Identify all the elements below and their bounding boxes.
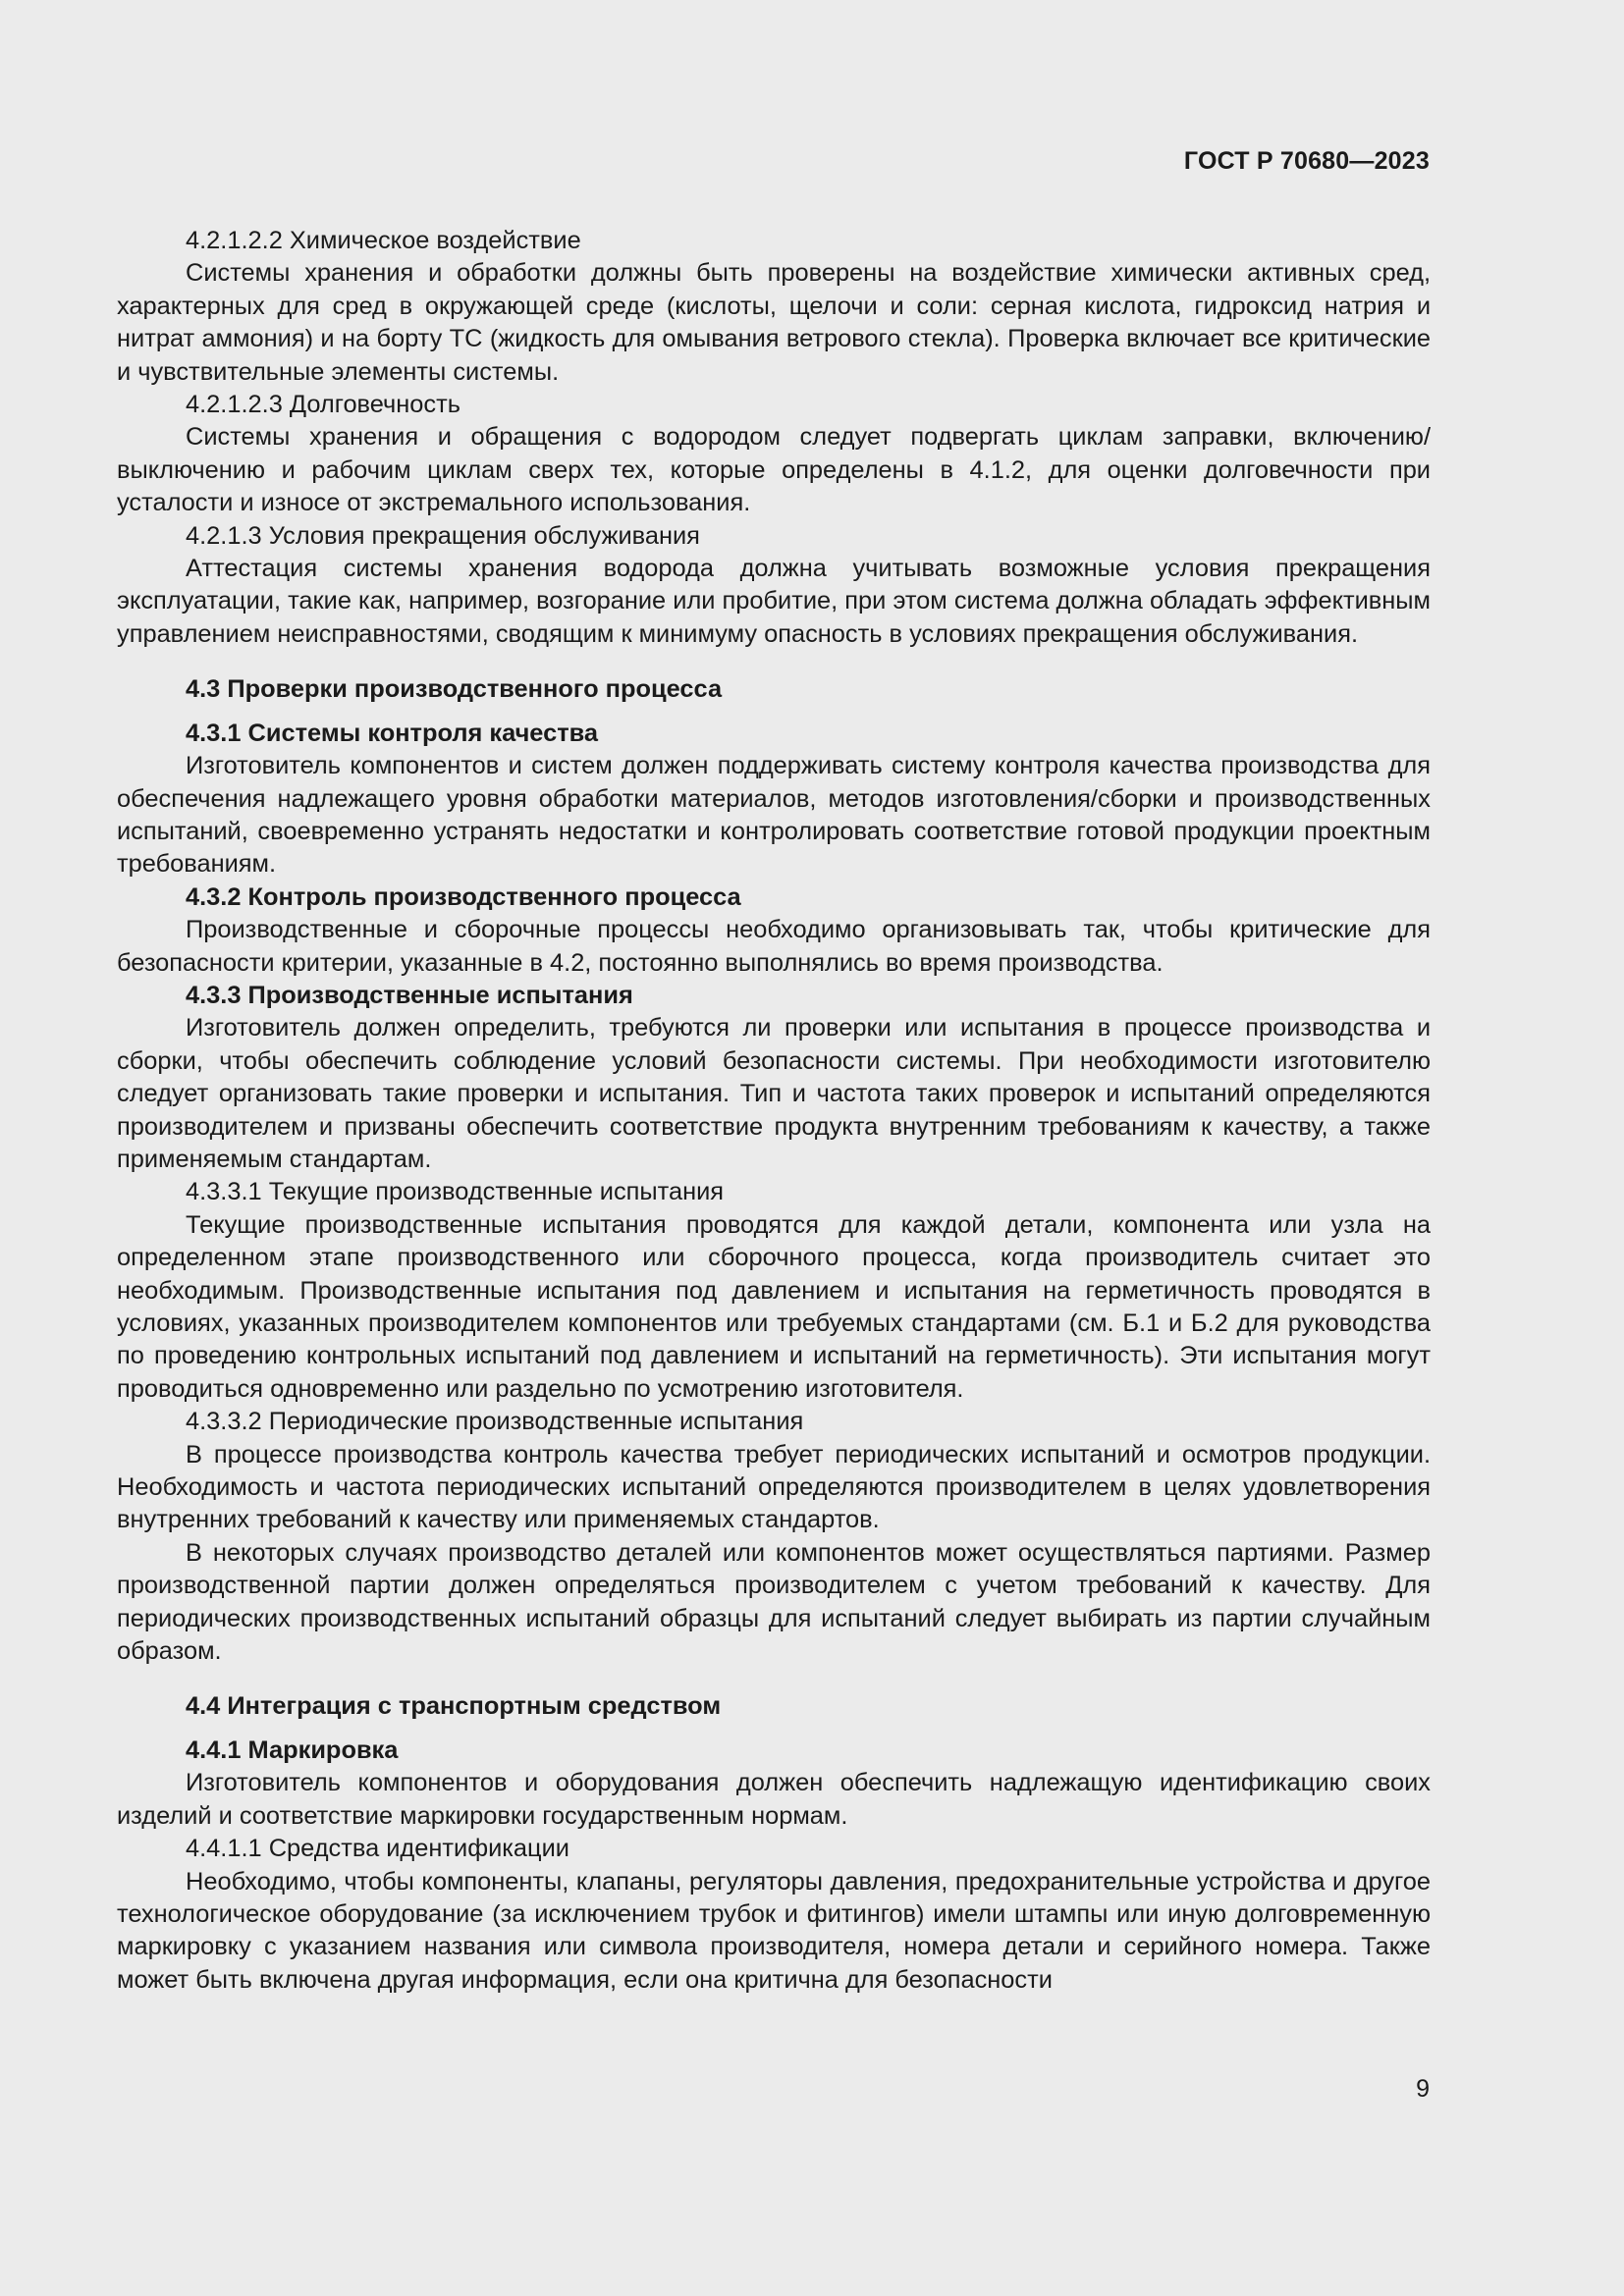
section-heading: 4.4.1.1 Средства идентификации	[186, 1835, 569, 1863]
page-number: 9	[1416, 2075, 1430, 2103]
section-heading-bold: 4.4.1 Маркировка	[186, 1735, 399, 1764]
paragraph: Системы хранения и обработки должны быть проверены на воздействие химически активных сред, характерных для сред в окружающей среде (кислоты, щелочи и соли: серная кислота, гидроксид натрия и нитрат аммония) и на борту ТС (жидкость для омывания ветрового стекла). Проверка включает все критические и чувствительные элементы системы.	[117, 259, 1431, 386]
section-heading: 4.2.1.3 Условия прекращения обслуживания	[186, 521, 700, 550]
section-heading: 4.3.3.2 Периодические производственные испытания	[186, 1408, 804, 1436]
section-heading-bold: 4.3.2 Контроль производственного процесса	[186, 882, 741, 911]
paragraph: Системы хранения и обращения с водородом следует подвергать циклам заправки, включению/выключению и рабочим циклам сверх тех, которые определены в 4.1.2, для оценки долговечности при усталости и износе от экстремального использования.	[117, 423, 1431, 517]
paragraph: Изготовитель компонентов и оборудования должен обеспечить надлежащую идентификацию своих изделий и соответствие маркировки государственным нормам.	[117, 1769, 1431, 1830]
section-heading: 4.2.1.2.3 Долговечность	[186, 391, 460, 419]
section-heading-bold: 4.3.1 Системы контроля качества	[186, 719, 599, 747]
section-heading: 4.2.1.2.2 Химическое воздействие	[186, 227, 581, 254]
paragraph: Необходимо, чтобы компоненты, клапаны, регуляторы давления, предохранительные устройства и другое технологическое оборудование (за исключением трубок и фитингов) имели штампы или иную долговременную маркировку с указанием названия или символа производителя, номера детали и серийного номера. Также может быть включена другая информация, если она критична для безопасности	[117, 1867, 1431, 1994]
paragraph: Производственные и сборочные процессы необходимо организовывать так, чтобы критические для безопасности критерии, указанные в 4.2, постоянно выполнялись во время производства.	[117, 916, 1431, 977]
document-header: ГОСТ Р 70680—2023	[1183, 147, 1430, 175]
paragraph: Текущие производственные испытания проводятся для каждой детали, компонента или узла на определенном этапе производственного или сборочного процесса, когда производитель считает это необходимым. Производственные испытания под давлением и испытания на герметичность проводятся в условиях, указанных производителем компонентов или требуемых стандартами (см. Б.1 и Б.2 для руководства по проведению контрольных испытаний под давлением и испытаний на герметичность). Эти испытания могут проводиться одновременно или раздельно по усмотрению изготовителя.	[117, 1210, 1431, 1403]
paragraph: В некоторых случаях производство деталей или компонентов может осуществляться партиями. Размер производственной партии должен определяться производителем с учетом требований к качеству. Для периодических производственных испытаний образцы для испытаний следует выбирать из партии случайным образом.	[117, 1538, 1431, 1666]
paragraph: Аттестация системы хранения водорода должна учитывать возможные условия прекращения эксплуатации, такие как, например, возгорание или пробитие, при этом система должна обладать эффективным управлением неисправностями, сводящим к минимуму опасность в условиях прекращения обслуживания.	[117, 555, 1431, 648]
section-heading: 4.3.3.1 Текущие производственные испытания	[186, 1178, 725, 1206]
section-heading-bold: 4.3.3 Производственные испытания	[186, 981, 633, 1009]
section-heading-bold: 4.4 Интеграция с транспортным средством	[186, 1692, 722, 1721]
document-body	[117, 225, 1431, 1997]
paragraph: Изготовитель должен определить, требуются ли проверки или испытания в процессе производства и сборки, чтобы обеспечить соблюдение условий безопасности системы. При необходимости изготовителю следует организовать такие проверки и испытания. Тип и частота таких проверок и испытаний определяются производителем и призваны обеспечить соответствие продукта внутренним требованиям к качеству, а также применяемым стандартам.	[117, 1014, 1431, 1173]
paragraph: В процессе производства контроль качества требует периодических испытаний и осмотров продукции. Необходимость и частота периодических испытаний определяются производителем в целях удовлетворения внутренних требований к качеству или применяемых стандартов.	[117, 1440, 1431, 1534]
paragraph: Изготовитель компонентов и систем должен поддерживать систему контроля качества производства для обеспечения надлежащего уровня обработки материалов, методов изготовления/сборки и производственных испытаний, своевременно устранять недостатки и контролировать соответствие готовой продукции проектным требованиям.	[117, 752, 1431, 879]
section-heading-bold: 4.3 Проверки производственного процесса	[186, 675, 723, 704]
